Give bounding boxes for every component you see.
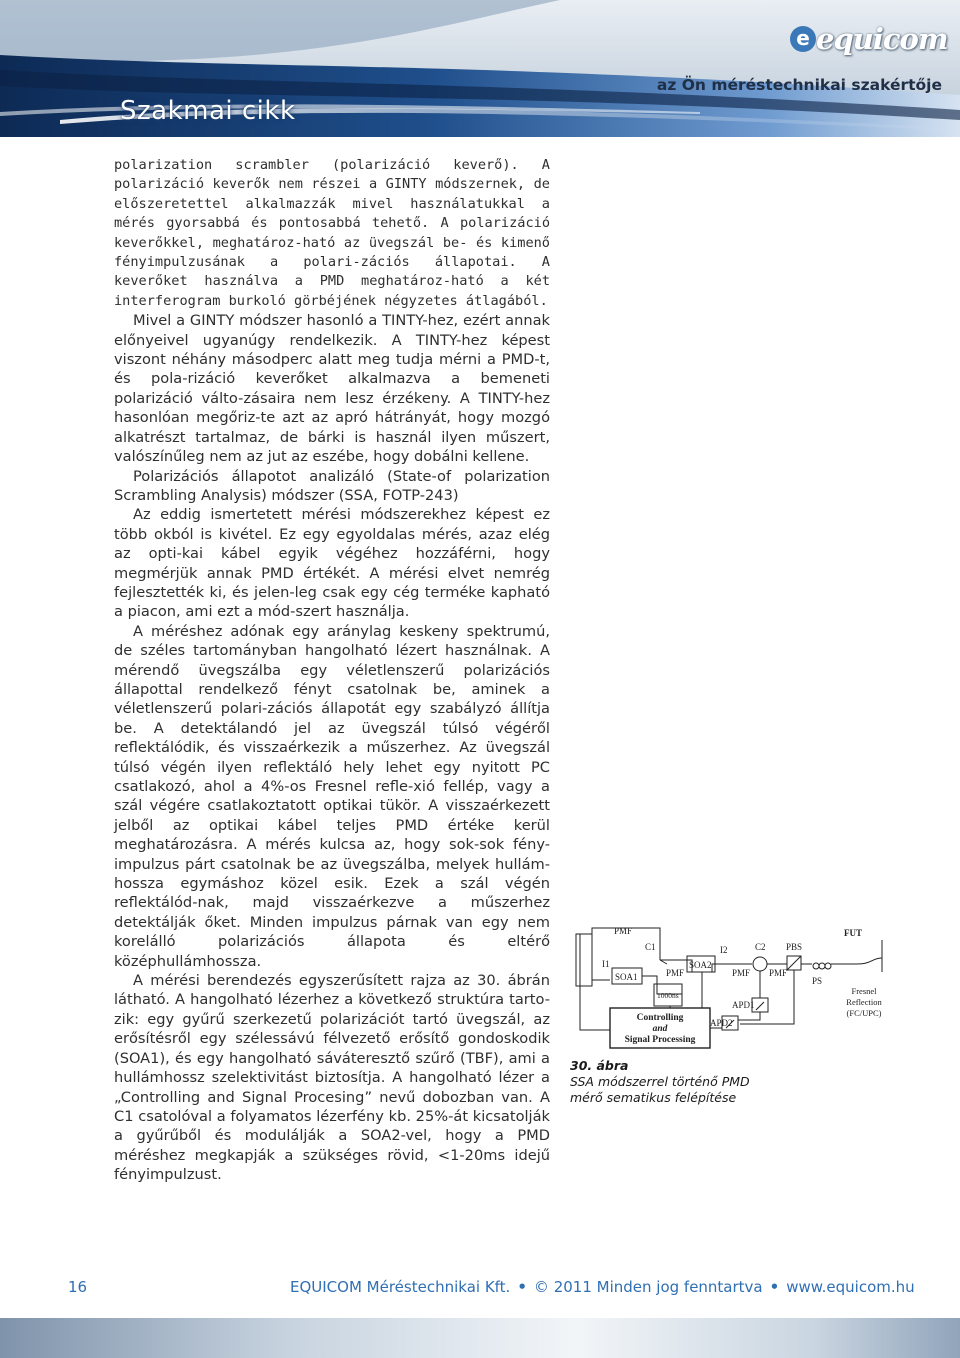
circulator-c2-icon bbox=[753, 957, 767, 971]
label-i2: I2 bbox=[720, 945, 728, 955]
article-paragraph: A mérési berendezés egyszerűsített rajza az 30. ábrán látható. A hangolható lézerhez a következő struktúra tarto-zik: egy gyűrű szerkezetű polarizációt tartó üvegszál, az erősítésről egy szélessávú félvezető erősítő gondoskodik (SOA1), és egy hangolható sáváteresztő szűrő (TBF), ami a hullámhossz szelektivitást biztosítja. A hangolható lézer a „Controlling and Signal Procesing” nevű dobozban van. A C1 csatolóval a folyamatos lézerfény kb. 25%-át kicsatolják a gyűrűből és modulálják a SOA2-vel, hogy a PMD méréshez megkapják a szükséges rövid, <1-20ms idejű fényimpulzust. bbox=[114, 972, 550, 1184]
apd1-diode bbox=[756, 1002, 764, 1010]
wire-apd1 bbox=[738, 1012, 760, 1020]
ps-coil-icon bbox=[813, 963, 819, 969]
tagline: az Ön méréstechnikai szakértője bbox=[656, 76, 942, 94]
label-pmf: PMF bbox=[666, 968, 685, 978]
footer-company: EQUICOM Méréstechnikai Kft. bbox=[290, 1278, 511, 1296]
controlling-box-line1: Controlling bbox=[636, 1013, 684, 1023]
footer-band bbox=[0, 1318, 960, 1358]
equicom-logo bbox=[790, 22, 950, 62]
label-c2: C2 bbox=[755, 942, 766, 952]
footer-bullet-icon: • bbox=[517, 1278, 527, 1296]
pbs-diagonal bbox=[787, 956, 801, 970]
figure-caption-text: SSA módszerrel történő PMD mérő sematikus felépítése bbox=[570, 1074, 750, 1105]
section-title: Szakmai cikk bbox=[120, 96, 296, 126]
coupler-c1 bbox=[660, 960, 667, 964]
ps-coil-icon bbox=[825, 963, 831, 969]
fresnel-label-line3: (FC/UPC) bbox=[846, 1008, 882, 1018]
label-soa1: SOA1 bbox=[615, 972, 638, 982]
logo-e-icon: e bbox=[790, 26, 816, 52]
label-apd2: APD2 bbox=[710, 1018, 733, 1028]
fresnel-label-line1: Fresnel bbox=[851, 986, 877, 996]
label-c1: C1 bbox=[645, 942, 656, 952]
ring-fiber-component bbox=[576, 934, 592, 986]
page-number: 16 bbox=[68, 1278, 88, 1296]
label-fut: FUT bbox=[844, 928, 862, 938]
footer-line bbox=[290, 1278, 915, 1296]
label-ps: PS bbox=[812, 976, 823, 986]
figure-caption-number: 30. ábra bbox=[570, 1058, 629, 1073]
fiber-ring-left bbox=[580, 934, 610, 1030]
label-pbs: PBS bbox=[786, 942, 803, 952]
page-header bbox=[0, 0, 960, 137]
article-paragraph: polarization scrambler (polarizáció keverő). A polarizáció keverők nem részei a GINTY módszernek, de előszeretettel alkalmazzák mivel használatukkal a mérés gyorsabbá és pontosabbá tehető. A polarizáció keverőkkel, meghatároz-ható az üvegszál be- és kimenő fényimpulzusának a polari-zációs állapotai. A keverőket használva a PMD meghatároz-ható a két interferogram burkoló görbéjének négyzetes átlagából. bbox=[114, 157, 550, 309]
label-soa2: SOA2 bbox=[689, 960, 712, 970]
label-pmf: PMF bbox=[614, 926, 633, 936]
label-apd1: APD1 bbox=[732, 1000, 755, 1010]
fiber-pbs-apd2 bbox=[740, 970, 794, 1024]
footer-website-link[interactable]: www.equicom.hu bbox=[786, 1278, 915, 1296]
footer-bullet-icon: • bbox=[769, 1278, 780, 1296]
logo-text: equicom bbox=[816, 22, 948, 56]
controlling-box-line3: Signal Processing bbox=[624, 1035, 696, 1045]
label-pmf: PMF bbox=[769, 968, 788, 978]
article-subheading: Polarizációs állapotot analizáló (State-of polarization Scrambling Analysis) módszer (SSA, FOTP-243) bbox=[114, 467, 550, 504]
fiber-under-test bbox=[831, 958, 882, 964]
controlling-box-line2: and bbox=[652, 1024, 668, 1034]
footer-copyright: © 2011 Minden jog fenntartva bbox=[533, 1278, 763, 1296]
label-pmf: PMF bbox=[732, 968, 751, 978]
article-paragraph: Az eddig ismertetett mérési módszerekhez képest ez több okból is kivétel. Ez egy egyoldalas mérés, azaz elég az opti-kai kábel egyik végéhez hozzáférni, hogy megmérjük annak PMD értékét. A mérési elvet nemrég fejlesztették ki, és jelen-leg csak egy cég terméke kapható a piacon, ami ezt a mód-szert használja. bbox=[114, 506, 550, 621]
fresnel-label-line2: Reflection bbox=[846, 997, 882, 1007]
figure-caption bbox=[570, 1058, 760, 1106]
article-paragraph: Mivel a GINTY módszer hasonló a TINTY-hez, ezért annak előnyeivel ugyanúgy rendelkezik. A TINTY-hez képest viszont néhány másodperc alatt meg tudja mérni a PMD-t, és pola-rizáció keverőket alkalmazva a bemeneti polarizáció válto-zásaira nem lesz érzékeny. A TINTY-hez hasonlóan megőriz-te azt az apró hátrányát, hogy mozgó alkatrészt tartalmaz, de bárki is használ ilyen műszert, valószínűleg nem az jut az eszébe, hogy dobálni kellene. bbox=[114, 312, 550, 466]
article-body bbox=[114, 156, 550, 1185]
label-tbf-time: 1000ns bbox=[657, 991, 679, 1000]
ps-coil-icon bbox=[819, 963, 825, 969]
label-i1: I1 bbox=[602, 959, 610, 969]
article-paragraph: A méréshez adónak egy aránylag keskeny spektrumú, de széles tartományban hangolható lézert használnak. A mérendő üvegszálba egy véletlenszerű polarizációs állapottal rendelkező fényt csatolnak be, aminek a véletlenszerű polari-zációs állapotát egy szabályzó állítja be. A detektálandó jel az üvegszál túlsó végéről reflektálódik, és visszaérkezik a műszerhez. Az üvegszál túlsó végén ilyen reflektáló hely lehet egy nyitott PC csatlakozó, ahol a 4%-os Fresnel refle-xió fellép, vagy a szál végére csatlakoztatott optikai tükör. A visszaérkezett jelből az optikai kábel teljes PMD értéke kerül meghatározásra. A mérés kulcsa az, hogy sok-sok fény-impulzus párt csatolnak be az üvegszálba, melyek hullám-hossza egymáshoz közel esik. Ezek a szál végén reflektálód-nak, majd visszaérkezve a műszerhez detektálják őket. Minden impulzus párnak van egy nem korelálló polarizációs állapota és eltérő középhullámhossza. bbox=[114, 622, 550, 970]
ssa-schematic-figure bbox=[572, 920, 902, 1055]
